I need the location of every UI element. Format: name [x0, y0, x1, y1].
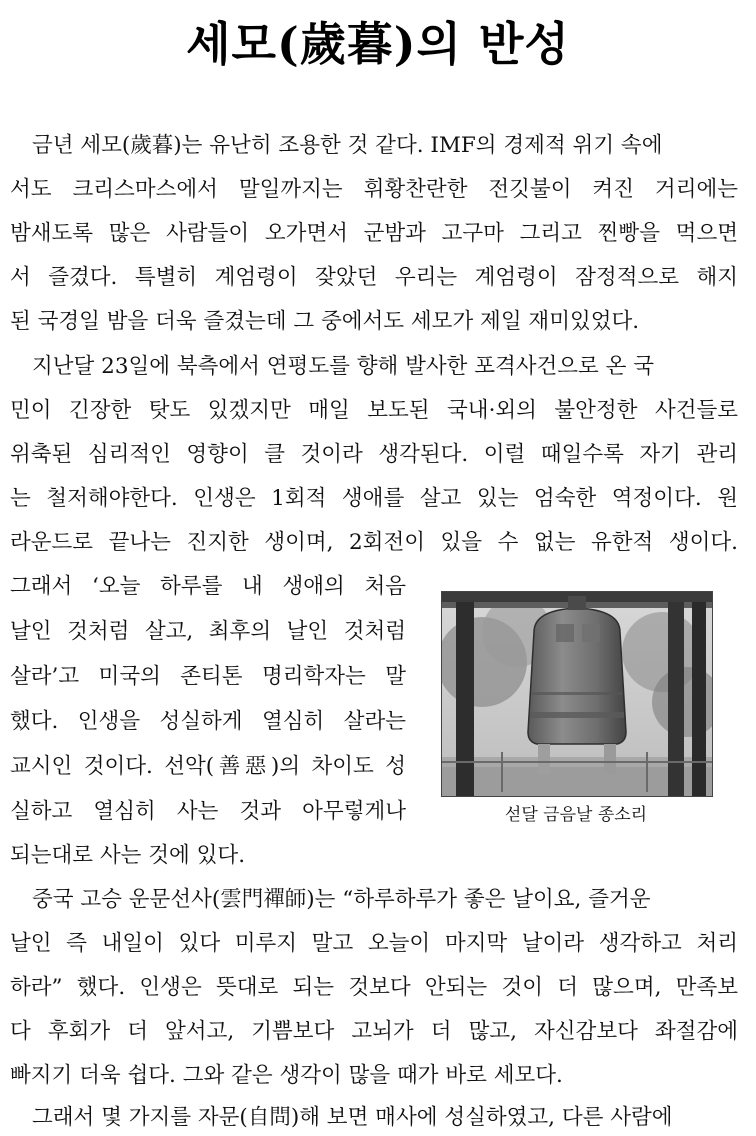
text-line: 날인 즉 내일이 있다 미루지 말고 오늘이 마지막 날이라 생각하고 처리	[10, 931, 738, 956]
text-line: 라운드로 끝나는 진지한 생이며, 2회전이 있을 수 없는 유한적 생이다.	[10, 530, 738, 555]
text-line: 금년 세모(歲暮)는 유난히 조용한 것 같다. IMF의 경제적 위기 속에	[32, 133, 663, 158]
text-line: 된 국경일 밤을 더욱 즐겼는데 그 중에서도 세모가 제일 재미있었다.	[10, 309, 640, 334]
text-line: 했다. 인생을 성실하게 열심히 살라는	[10, 709, 406, 734]
text-line: 위축된 심리적인 영향이 클 것이라 생각된다. 이럴 때일수록 자기 관리	[10, 442, 738, 467]
text-line: 밤새도록 많은 사람들이 오가면서 군밤과 고구마 그리고 찐빵을 먹으면	[10, 221, 738, 246]
text-line: 다 후회가 더 앞서고, 기쁨보다 고뇌가 더 많고, 자신감보다 좌절감에	[10, 1019, 738, 1044]
text-line: 되는대로 사는 것에 있다.	[10, 843, 246, 868]
page-title: 세모(歲暮)의 반성	[186, 17, 570, 71]
text-line: 교시인 것이다. 선악(善惡)의 차이도 성	[10, 754, 406, 779]
text-line: 그래서 몇 가지를 자문(自問)해 보면 매사에 성실하였고, 다른 사람에	[32, 1105, 673, 1130]
text-line: 하라” 했다. 인생은 뜻대로 되는 것보다 안되는 것이 더 많으며, 만족보	[10, 975, 738, 1000]
text-line: 살라’고 미국의 존티톤 명리학자는 말	[10, 664, 406, 689]
photo-caption: 섣달 금음날 종소리	[504, 805, 648, 825]
bell-photo	[441, 591, 713, 797]
text-line: 민이 긴장한 탓도 있겠지만 매일 보도된 국내·외의 불안정한 사건들로	[10, 398, 738, 423]
text-line: 서도 크리스마스에서 말일까지는 휘황찬란한 전깃불이 켜진 거리에는	[10, 177, 738, 202]
text-line: 날인 것처럼 살고, 최후의 날인 것처럼	[10, 619, 406, 644]
text-line: 서 즐겼다. 특별히 계엄령이 잦았던 우리는 계엄령이 잠정적으로 해지	[10, 265, 738, 290]
text-line: 그래서 ‘오늘 하루를 내 생애의 처음	[10, 574, 406, 599]
text-line: 빠지기 더욱 쉽다. 그와 같은 생각이 많을 때가 바로 세모다.	[10, 1063, 563, 1088]
text-line: 중국 고승 운문선사(雲門禪師)는 “하루하루가 좋은 날이요, 즐거운	[32, 887, 651, 912]
text-line: 는 철저해야한다. 인생은 1회적 생애를 살고 있는 엄숙한 역정이다. 원	[10, 486, 738, 511]
text-line: 실하고 열심히 사는 것과 아무렇게나	[10, 799, 406, 824]
text-line: 지난달 23일에 북측에서 연평도를 향해 발사한 포격사건으로 온 국	[32, 354, 655, 379]
